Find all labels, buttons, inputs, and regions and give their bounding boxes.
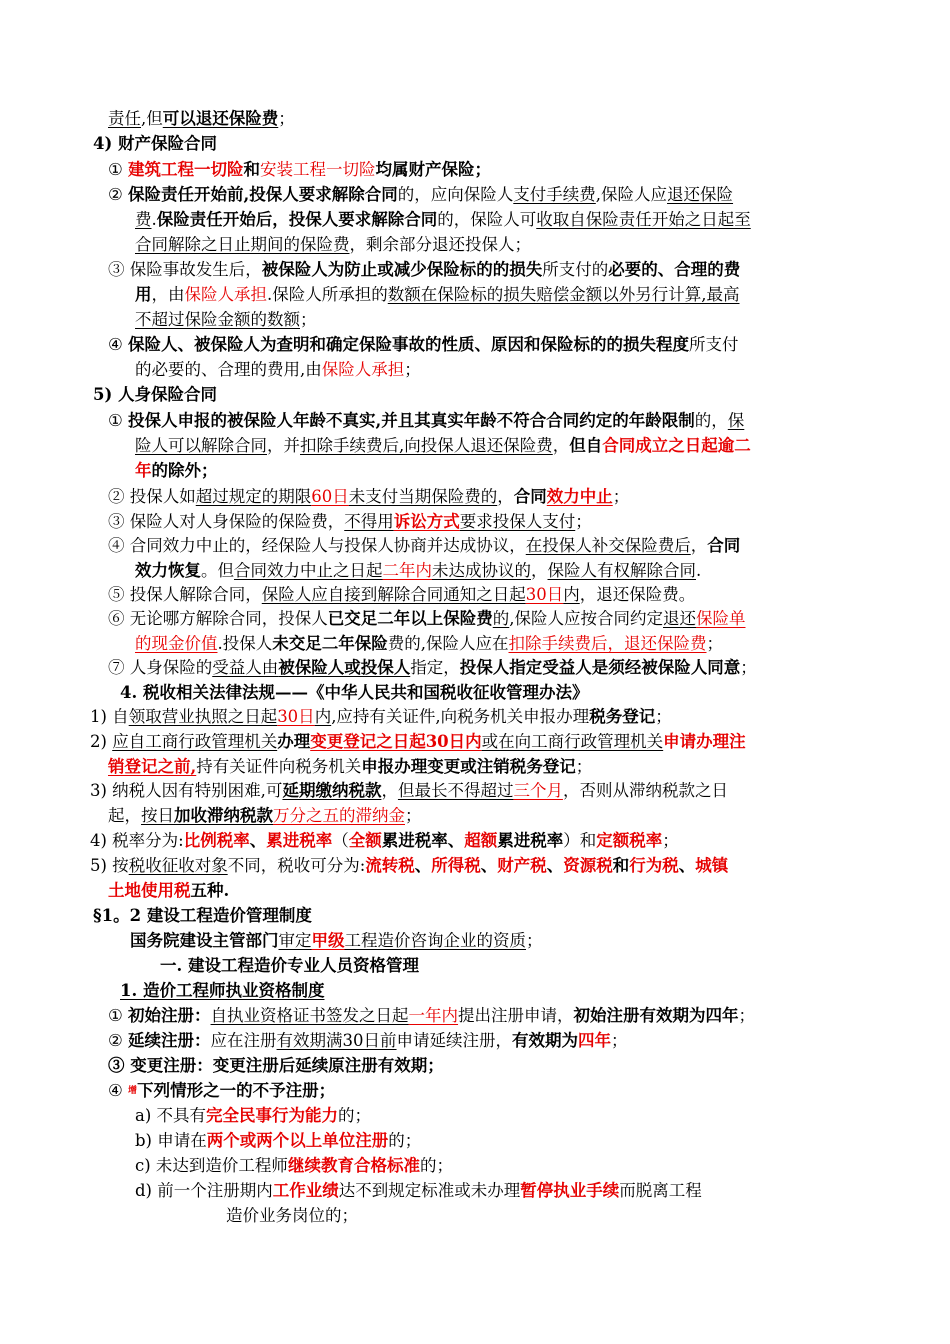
text-run: 工程造价咨询企业的资质 xyxy=(344,931,526,950)
text-run: 应自工商行政管理机关 xyxy=(112,732,278,751)
text-run: 超额 xyxy=(464,831,498,850)
text-run: 初始注册有效期为四年 xyxy=(573,1006,739,1025)
text-run: 累进税率 xyxy=(497,831,564,850)
text-line xyxy=(135,1154,453,1178)
text-run: 二年内 xyxy=(382,561,432,580)
text-run: ⑤ 投保人解除合同， xyxy=(108,585,262,604)
text-run: 内 xyxy=(563,585,580,604)
text-run: 、 xyxy=(546,856,564,875)
text-run: ； xyxy=(740,658,757,677)
text-run: 投保人申报的被保险人年龄不真实,并且其真实年龄不符合合同约定的年龄限制 xyxy=(128,411,695,430)
text-line xyxy=(135,358,421,382)
text-line xyxy=(108,107,295,131)
text-run: 万分之五的滞纳金 xyxy=(273,806,405,825)
text-line xyxy=(108,183,733,207)
text-line xyxy=(135,632,723,656)
text-run: 建筑工程一切险 xyxy=(128,160,244,179)
text-line xyxy=(108,583,695,607)
text-run: d) 前一个注册期内 xyxy=(135,1181,273,1200)
text-line xyxy=(108,485,629,509)
text-run: ,但 xyxy=(141,109,163,128)
text-run: ， xyxy=(690,536,708,555)
text-run: 一. 建设工程造价专业人员资格管理 xyxy=(160,956,419,975)
text-run: 未达成协议的 xyxy=(432,561,531,580)
text-run: 险人可以解除合同 xyxy=(135,436,267,455)
text-run: 五种. xyxy=(190,881,230,900)
text-run: ， xyxy=(552,436,570,455)
text-run: .投保人 xyxy=(217,634,273,653)
text-run: ； xyxy=(405,806,422,825)
text-run: 延期缴纳税款 xyxy=(282,781,382,800)
text-run: ② 投保人如 xyxy=(108,487,196,506)
text-line xyxy=(226,1204,358,1228)
text-run: 国务院建设主管部门 xyxy=(130,931,279,950)
text-line xyxy=(108,879,229,903)
text-run: ② xyxy=(108,185,129,204)
text-line xyxy=(108,333,739,357)
text-run: 1) 自 xyxy=(90,707,129,726)
text-run: 所得税 xyxy=(431,856,481,875)
text-line xyxy=(93,904,312,928)
text-run: 增 xyxy=(128,1086,138,1096)
text-run: 合同解除之日止期间的保险费 xyxy=(135,235,350,254)
text-run: ,保险人应按合同约定 xyxy=(509,609,663,628)
text-run: 保 xyxy=(727,411,745,430)
text-run: 的； xyxy=(388,1131,422,1150)
text-run: ① xyxy=(108,411,129,430)
text-run: 而脱离工程 xyxy=(619,1181,702,1200)
text-run: 所支付的 xyxy=(542,260,609,279)
text-run: 完全民事行为能力 xyxy=(206,1106,339,1125)
text-run: 费的,保险人应在 xyxy=(387,634,509,653)
text-run: 合同 xyxy=(513,487,547,506)
text-run: 投保人指定受益人是须经被保险人同意 xyxy=(459,658,741,677)
text-run: 被保险人或投保人 xyxy=(278,658,411,677)
text-run: 办理 xyxy=(277,732,311,751)
text-run: . xyxy=(696,561,702,580)
text-run: 扣除手续费后，退还保险费 xyxy=(508,634,707,653)
text-run: 申请延续注册， xyxy=(396,1031,513,1050)
text-run: ； xyxy=(611,1031,628,1050)
text-run: 30日 xyxy=(277,707,315,726)
text-run: 、 xyxy=(414,856,432,875)
text-run: 和 xyxy=(243,160,261,179)
text-run: 4. 税收相关法律法规——《中华人民共和国税收征收管理办法》 xyxy=(120,683,589,702)
text-run: 保险人有权解除合同 xyxy=(547,561,696,580)
text-run: 年 xyxy=(135,461,152,480)
text-run: 指定， xyxy=(410,658,460,677)
text-run: 、 xyxy=(678,856,696,875)
text-run: 合同成立之日起逾二 xyxy=(602,436,751,455)
text-run: ； xyxy=(404,360,421,379)
text-run: 合同效力中止之日起 xyxy=(234,561,383,580)
text-run: ； xyxy=(575,512,592,531)
text-run: 不同，税收可分为: xyxy=(227,856,366,875)
text-line xyxy=(90,779,728,803)
text-line xyxy=(135,308,317,332)
text-run: 下列情形之一的不予注册； xyxy=(137,1081,336,1100)
text-run: ，由 xyxy=(151,285,185,304)
text-run: 1. 造价工程师执业资格制度 xyxy=(120,981,325,1000)
text-run: 审定 xyxy=(278,931,312,950)
text-line xyxy=(108,409,744,433)
text-run: 达不到规定标准或未办理 xyxy=(338,1181,521,1200)
text-line xyxy=(120,979,324,1003)
text-run: 支付手续费 xyxy=(513,185,596,204)
text-run: 必要的、合理的费 xyxy=(608,260,741,279)
text-run: ,应持有关证件,向税务机关申报办理 xyxy=(331,707,590,726)
text-run: 变更登记之日起30日内 xyxy=(310,732,482,751)
text-run: 定额税率 xyxy=(596,831,663,850)
text-run: 的，保险人可 xyxy=(437,210,537,229)
text-line xyxy=(135,233,531,257)
text-run: 退还 xyxy=(663,609,696,628)
text-run: 4) 税率分为: xyxy=(90,831,184,850)
text-run: ① xyxy=(108,1006,129,1025)
text-run: ③ 变更注册：变更注册后延续原注册有效期； xyxy=(108,1056,444,1075)
text-run: 有效期满30日前 xyxy=(276,1031,397,1050)
text-run: 按日 xyxy=(141,806,174,825)
text-run: 已交足二年以上保险费 xyxy=(327,609,493,628)
text-line xyxy=(108,534,740,558)
text-run: 内 xyxy=(314,707,332,726)
text-run: 的除外； xyxy=(151,461,218,480)
text-run: a) 不具有 xyxy=(135,1106,207,1125)
text-line xyxy=(108,258,740,282)
text-run: ； xyxy=(575,757,593,776)
text-run: 均属财产保险； xyxy=(375,160,492,179)
text-run: ； xyxy=(612,487,630,506)
text-run: ； xyxy=(300,310,317,329)
text-run: 保险责任开始后，投保人要求解除合同 xyxy=(156,210,438,229)
text-run: 税务登记 xyxy=(589,707,656,726)
text-run: 比例税率 xyxy=(183,831,250,850)
text-run: 的； xyxy=(419,1156,453,1175)
text-line xyxy=(90,854,728,878)
text-run: ,保险人应 xyxy=(595,185,668,204)
text-line xyxy=(135,1129,421,1153)
text-line xyxy=(108,1079,335,1103)
text-run: 有效期为 xyxy=(512,1031,579,1050)
text-line xyxy=(108,158,491,182)
text-run: 5) 按 xyxy=(90,856,129,875)
text-run: 责任 xyxy=(108,109,141,128)
text-run: 继续教育合格标准 xyxy=(287,1156,420,1175)
text-run: 申报办理变更或注销税务登记 xyxy=(361,757,576,776)
text-line xyxy=(160,954,419,978)
text-run: 2) xyxy=(90,732,113,751)
text-run: 所支付 xyxy=(689,335,739,354)
text-run: b) 申请在 xyxy=(135,1131,207,1150)
text-run: ③ 保险人对人身保险的保险费， xyxy=(108,512,345,531)
text-run: ⑥ 无论哪方解除合同，投保人 xyxy=(108,609,328,628)
text-run: 费 xyxy=(135,210,152,229)
text-run: ； xyxy=(278,109,295,128)
text-run: 保险人应自接到解除合同通知之日起 xyxy=(261,585,526,604)
text-run: （ xyxy=(332,831,349,850)
text-run: 土地使用税 xyxy=(108,881,191,900)
text-line xyxy=(135,459,218,483)
text-run: 未交足二年保险 xyxy=(272,634,388,653)
text-run: ，剩余部分退还投保人； xyxy=(349,235,531,254)
text-line xyxy=(130,929,543,953)
text-run: 收取自保险责任开始之日起至 xyxy=(536,210,751,229)
text-line xyxy=(135,208,751,232)
text-run: 不得用 xyxy=(344,512,394,531)
text-run: 退还保险 xyxy=(667,185,734,204)
text-run: 、 xyxy=(480,856,498,875)
text-run: 保险人承担 xyxy=(321,360,405,379)
text-run: 的 xyxy=(492,609,510,628)
text-run: §1。2 建设工程造价管理制度 xyxy=(93,906,312,925)
text-line xyxy=(135,283,740,307)
text-line xyxy=(93,132,217,156)
text-run: 财产税 xyxy=(497,856,547,875)
text-run: 4) 财产保险合同 xyxy=(93,134,218,153)
text-run: 的现金价值 xyxy=(135,634,218,653)
text-run: 但最长不得超过 xyxy=(397,781,514,800)
text-run: 数额在保险标的损失赔偿金额以外另行计算,最高 xyxy=(387,285,740,304)
text-run: 起， xyxy=(108,806,141,825)
text-run: 加收滞纳税款 xyxy=(174,806,273,825)
text-line xyxy=(90,705,672,729)
text-line xyxy=(108,1054,444,1078)
text-run: ， xyxy=(497,487,514,506)
text-run: 不超过保险金额的数额 xyxy=(135,310,300,329)
text-line xyxy=(135,1179,702,1203)
text-run: 在投保人补交保险费后 xyxy=(525,536,691,555)
text-run: c) 未达到造价工程师 xyxy=(135,1156,288,1175)
text-run: 保险责任开始前,投保人要求解除合同 xyxy=(128,185,398,204)
text-run: 一年内 xyxy=(408,1006,459,1025)
text-run: 受益人由 xyxy=(212,658,279,677)
text-run: 安装工程一切险 xyxy=(260,160,376,179)
text-line xyxy=(135,434,751,458)
text-run: 但自 xyxy=(569,436,603,455)
text-run: 或在向工商行政管理机关 xyxy=(481,732,664,751)
text-run: ； xyxy=(706,634,723,653)
text-run: ，否则从滞纳税款之日 xyxy=(562,781,728,800)
text-run: ④ xyxy=(108,1081,129,1100)
text-line xyxy=(120,681,588,705)
text-run: ② xyxy=(108,1031,129,1050)
text-run: 领取营业执照之日起 xyxy=(128,707,278,726)
text-run: .保险人所承担的 xyxy=(267,285,388,304)
text-run: 的， xyxy=(694,411,728,430)
text-run: ； xyxy=(662,831,679,850)
text-run: 保险单 xyxy=(696,609,746,628)
text-run: 保险人承担 xyxy=(184,285,267,304)
text-run: 效力恢复 xyxy=(135,561,201,580)
text-run: 持有关证件向税务机关 xyxy=(196,757,362,776)
text-run: 要求投保人支付 xyxy=(459,512,576,531)
text-run: ④ xyxy=(108,335,129,354)
text-run: ① xyxy=(108,160,129,179)
text-line xyxy=(90,730,746,754)
text-run: ④ 合同效力中止的，经保险人与投保人协商并达成协议， xyxy=(108,536,526,555)
text-run: 保险人、被保险人为查明和确定保险事故的性质、原因和保险标的的损失程度 xyxy=(128,335,690,354)
text-run: 提出注册申请， xyxy=(458,1006,574,1025)
text-run: ⑦ 人身保险的 xyxy=(108,658,213,677)
text-run: 四年 xyxy=(578,1031,612,1050)
text-run: ）和 xyxy=(563,831,597,850)
text-run: 自执业资格证书签发之日起 xyxy=(210,1006,409,1025)
text-line xyxy=(108,656,757,680)
text-run: 5) 人身保险合同 xyxy=(93,385,218,404)
text-line xyxy=(108,510,592,534)
text-run: 3) 纳税人因有特别困难,可 xyxy=(90,781,283,800)
text-run: 未支付当期保险费的 xyxy=(348,487,498,506)
text-run: 的； xyxy=(338,1106,372,1125)
text-run: ； xyxy=(655,707,672,726)
text-line xyxy=(108,755,592,779)
text-run: ③ 保险事故发生后， xyxy=(108,260,262,279)
text-run: 城镇 xyxy=(695,856,729,875)
text-run: ，退还保险费。 xyxy=(579,585,696,604)
text-run: 被保险人为防止或减少保险标的的损失 xyxy=(261,260,543,279)
text-run: 扣除手续费后,向投保人退还保险费 xyxy=(300,436,553,455)
text-run: 合同 xyxy=(707,536,741,555)
text-run: 30日 xyxy=(525,585,564,604)
text-run: 的，应向保险人 xyxy=(397,185,514,204)
text-line xyxy=(108,1029,628,1053)
text-run: ， xyxy=(531,561,548,580)
text-run: ，并 xyxy=(267,436,300,455)
text-run: 流转税 xyxy=(365,856,415,875)
text-run: 可以退还保险费 xyxy=(162,109,279,128)
text-run: ； xyxy=(526,931,543,950)
text-run: 。但 xyxy=(201,561,234,580)
text-run: 超过规定的期限 xyxy=(195,487,312,506)
text-run: 资源税 xyxy=(563,856,613,875)
text-run: 造价业务岗位的； xyxy=(226,1206,358,1225)
text-run: 用 xyxy=(135,285,152,304)
text-run: 全额 xyxy=(348,831,382,850)
text-run: 甲级 xyxy=(311,931,345,950)
text-line xyxy=(108,1004,755,1028)
text-run: 、 xyxy=(249,831,267,850)
text-run: 效力中止 xyxy=(546,487,613,506)
text-run: 初始注册： xyxy=(128,1006,211,1025)
text-run: 销登记之前, xyxy=(108,757,197,776)
text-run: 三个月 xyxy=(513,781,563,800)
text-run: 暂停执业手续 xyxy=(520,1181,620,1200)
text-run: 两个或两个以上单位注册 xyxy=(206,1131,389,1150)
text-line xyxy=(90,829,679,853)
text-run: 工作业绩 xyxy=(272,1181,339,1200)
text-run: 税收征收对象 xyxy=(128,856,228,875)
text-line xyxy=(108,607,746,631)
text-run: ； xyxy=(738,1006,756,1025)
text-run: 和 xyxy=(612,856,630,875)
text-line xyxy=(93,383,217,407)
text-run: 累进税率、 xyxy=(381,831,465,850)
text-run: 应在注册 xyxy=(210,1031,277,1050)
text-run: 60日 xyxy=(311,487,349,506)
text-run: 累进税率 xyxy=(266,831,333,850)
text-run: ， xyxy=(381,781,398,800)
text-run: 延续注册： xyxy=(128,1031,211,1050)
text-line xyxy=(135,1104,371,1128)
text-run: 诉讼方式 xyxy=(393,512,460,531)
text-run: 申请办理注 xyxy=(663,732,746,751)
text-run: . xyxy=(151,210,157,229)
text-line xyxy=(108,804,422,828)
text-run: 行为税 xyxy=(629,856,679,875)
text-run: 的必要的、合理的费用,由 xyxy=(135,360,322,379)
text-line xyxy=(135,559,701,583)
